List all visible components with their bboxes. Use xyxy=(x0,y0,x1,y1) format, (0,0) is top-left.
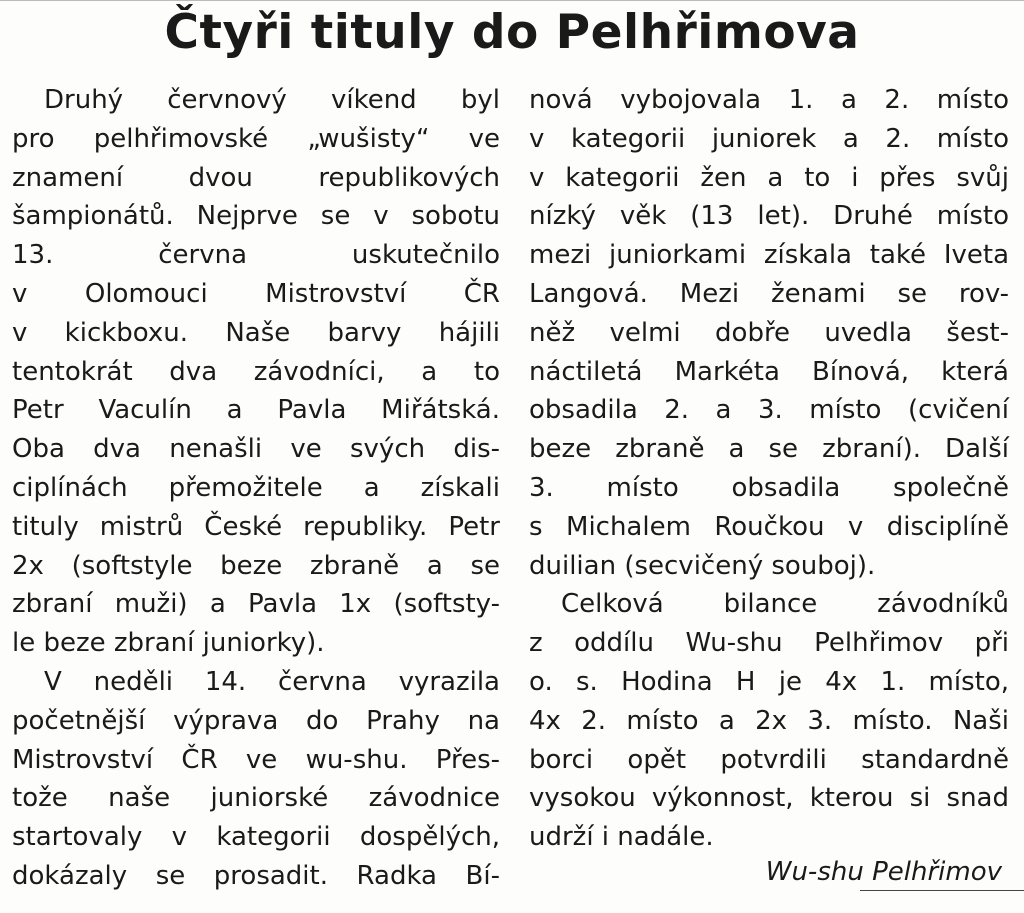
text-line: o. s. Hodina H je 4x 1. místo, xyxy=(529,666,1009,697)
text-line: beze zbraně a se zbraní). Další xyxy=(529,434,1009,465)
text-line: pro pelhřimovské „wušisty“ ve xyxy=(12,123,500,154)
text-line: početnější výprava do Prahy na xyxy=(12,705,500,736)
text-line: borci opět potvrdili standardně xyxy=(529,744,1009,775)
text-line: duilian (secvičený souboj). xyxy=(529,550,876,581)
text-line: dokázaly se prosadit. Radka Bí- xyxy=(12,860,500,891)
text-line: Celková bilance závodníků xyxy=(561,589,1009,620)
text-line: startovaly v kategorii dospělých, xyxy=(12,822,500,853)
right-column xyxy=(529,81,1009,857)
text-line: znamení dvou republikových xyxy=(12,162,500,193)
text-line: nová vybojovala 1. a 2. místo xyxy=(529,85,1009,115)
text-line: v kickboxu. Naše barvy hájili xyxy=(12,317,500,348)
text-line: v kategorii žen a to i přes svůj xyxy=(529,162,1009,193)
text-line: Oba dva nenašli ve svých dis- xyxy=(12,434,500,465)
text-line: tituly mistrů České republiky. Petr xyxy=(12,511,500,542)
article-signature: Wu-shu Pelhřimov xyxy=(765,857,1002,887)
text-line: 13. června uskutečnilo xyxy=(12,240,500,271)
text-line: náctiletá Markéta Bínová, která xyxy=(529,356,1009,387)
text-line: zbraní muži) a Pavla 1x (softsty- xyxy=(12,589,500,620)
text-line: vysokou výkonnost, kterou si snad xyxy=(529,783,1009,814)
text-line: 3. místo obsadila společně xyxy=(529,472,1009,503)
text-line: nízký věk (13 let). Druhé místo xyxy=(529,201,1009,232)
text-line: v kategorii juniorek a 2. místo xyxy=(529,123,1009,154)
text-line: le beze zbraní juniorky). xyxy=(12,628,325,659)
bottom-rule xyxy=(860,890,1024,891)
text-line: mezi juniorkami získala také Iveta xyxy=(529,240,1009,271)
text-line: 2x (softstyle beze zbraně a se xyxy=(12,550,500,581)
text-line: s Michalem Roučkou v disciplíně xyxy=(529,511,1009,542)
left-column xyxy=(12,81,500,896)
text-line: z oddílu Wu-shu Pelhřimov při xyxy=(529,628,1009,659)
text-line: něž velmi dobře uvedla šest- xyxy=(529,317,1009,348)
text-line: Druhý červnový víkend byl xyxy=(44,85,500,115)
text-line: Langová. Mezi ženami se rov- xyxy=(529,278,1009,309)
text-line: obsadila 2. a 3. místo (cvičení xyxy=(529,395,1009,426)
text-line: tentokrát dva závodníci, a to xyxy=(12,356,500,387)
text-line: udrží i nadále. xyxy=(529,822,714,853)
text-line: 4x 2. místo a 2x 3. místo. Naši xyxy=(529,705,1009,736)
text-line: V neděli 14. června vyrazila xyxy=(44,666,500,697)
text-line: Mistrovství ČR ve wu-shu. Přes- xyxy=(12,744,500,775)
article-title: Čtyři tituly do Pelhřimova xyxy=(164,5,860,60)
text-line: v Olomouci Mistrovství ČR xyxy=(12,278,500,309)
text-line: Petr Vaculín a Pavla Miřátská. xyxy=(12,395,500,426)
text-line: tože naše juniorské závodnice xyxy=(12,783,500,814)
text-line: ciplínách přemožitele a získali xyxy=(12,472,500,503)
text-line: šampionátů. Nejprve se v sobotu xyxy=(12,201,500,232)
top-rule xyxy=(0,0,1024,1)
